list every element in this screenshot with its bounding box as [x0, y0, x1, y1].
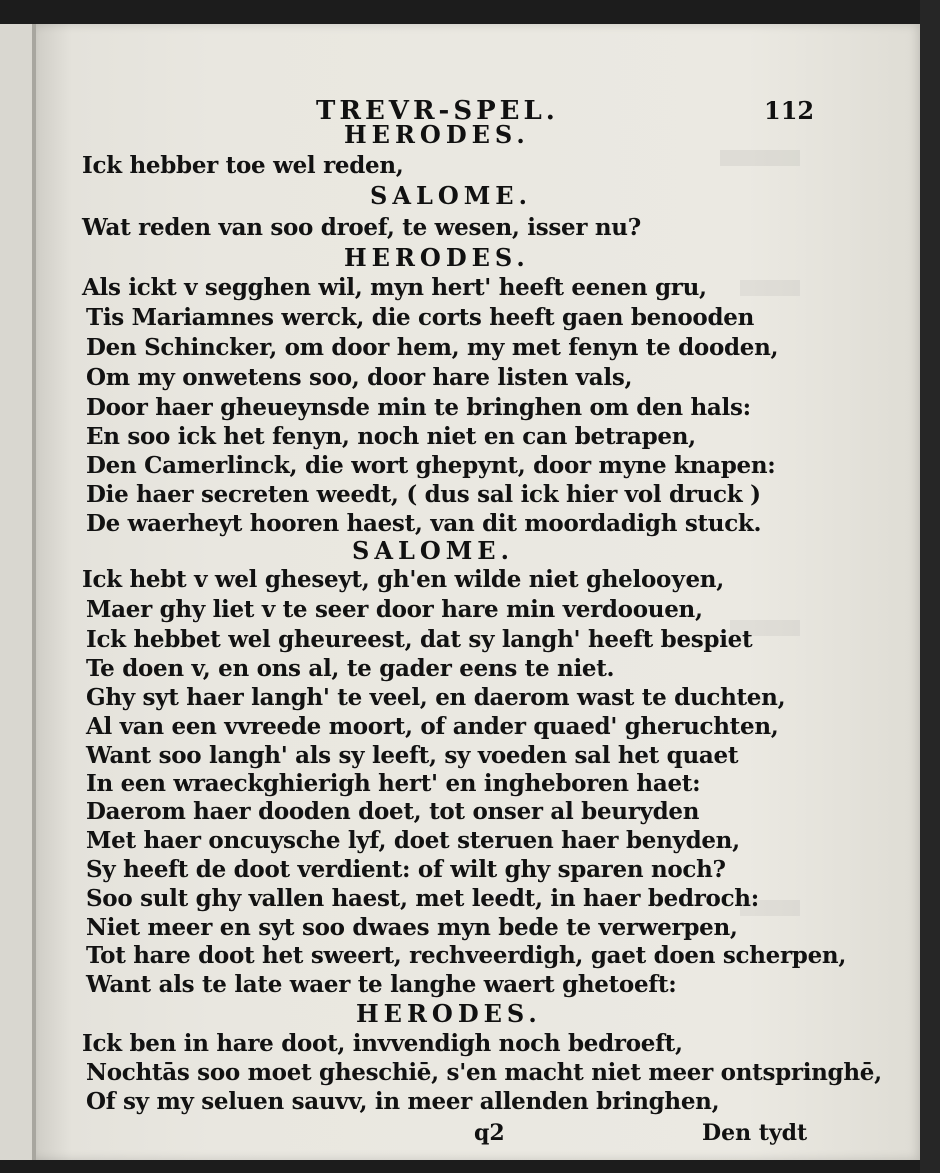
verse-line: Ick hebt v wel gheseyt, gh'en wilde niet ghelooуen, — [82, 566, 724, 593]
verse-line: Die haer secreten weedt, ( dus sal ick hier vol druck ) — [86, 481, 761, 508]
speaker-name: HERODES. — [344, 243, 530, 272]
speaker-name: HERODES. — [344, 120, 530, 149]
catchword: Den tydt — [702, 1120, 808, 1146]
verse-line: In een wraeckghierigh hert' en ingheboren haet: — [86, 770, 701, 797]
verse-line: Want als te late waer te langhe waert ghetoeft: — [86, 971, 677, 998]
verse-line: Maer ghy liet v te seer door hare min verdoouen, — [86, 596, 703, 623]
page-number: 112 — [764, 96, 815, 125]
verse-line: En soo ick het fenyn, noch niet en can betrapen, — [86, 423, 696, 450]
facing-page-edge — [0, 24, 32, 1160]
verse-line: Als ickt v segghen wil, myn hert' heeft eenen gru, — [82, 274, 707, 301]
verse-line: Door haer gheueynsde min te bringhen om den hals: — [86, 394, 751, 421]
verse-line: Ick hebbet wel gheureest, dat sy langh' heeft bespiet — [86, 626, 753, 653]
verse-line: Om my onwetens soo, door hare listen vals, — [86, 364, 633, 391]
scan-border — [920, 0, 940, 1173]
verse-line: Nochtās soo moet gheschiē, s'en macht niet meer ontspringhē, — [86, 1059, 882, 1086]
verse-line: Tis Mariamnes werck, die corts heeft gaen benooden — [86, 304, 755, 331]
verse-line: Ick hebber toe wel reden, — [82, 152, 404, 179]
verse-line: Ghy syt haer langh' te veel, en daerom wast te duchten, — [86, 684, 786, 711]
running-title: TREVR-SPEL. — [316, 96, 559, 126]
verse-line: Sy heeft de doot verdient: of wilt ghy sparen noch? — [86, 856, 726, 883]
verse-line: Daerom haer dooden doet, tot onser al beuryden — [86, 798, 700, 825]
verse-line: De waerheyt hooren haest, van dit moordadigh stuck. — [86, 510, 762, 537]
speaker-name: SALOME. — [370, 181, 532, 210]
verse-line: Of sy my seluen sauvv, in meer allenden bringhen, — [86, 1088, 720, 1115]
verse-line: Niet meer en syt soo dwaes myn bede te verwerpen, — [86, 914, 738, 941]
verse-line: Met haer oncuysche lyf, doet steruen haer benyden, — [86, 827, 740, 854]
verse-line: Al van een vvreede moort, of ander quaed' gheruchten, — [86, 713, 779, 740]
verse-line: Wat reden van soo droef, te wesen, isser nu? — [82, 214, 641, 241]
verse-line: Te doen v, en ons al, te gader eens te niet. — [86, 655, 615, 682]
verse-line: Tot hare doot het sweert, rechveerdigh, gaet doen scherpen, — [86, 942, 847, 969]
speaker-name: HERODES. — [356, 999, 542, 1028]
verse-line: Want soo langh' als sy leeft, sy voeden sal het quaet — [86, 742, 739, 769]
verse-line: Den Schincker, om door hem, my met fenyn te dooden, — [86, 334, 779, 361]
signature-mark: q2 — [474, 1120, 505, 1146]
verse-line: Soo sult ghy vallen haest, met leedt, in haer bedroch: — [86, 885, 759, 912]
speaker-name: SALOME. — [352, 536, 514, 565]
verse-line: Den Camerlinck, die wort ghepynt, door myne knapen: — [86, 452, 776, 479]
verse-line: Ick ben in hare doot, invvendigh noch bedroeft, — [82, 1030, 683, 1057]
